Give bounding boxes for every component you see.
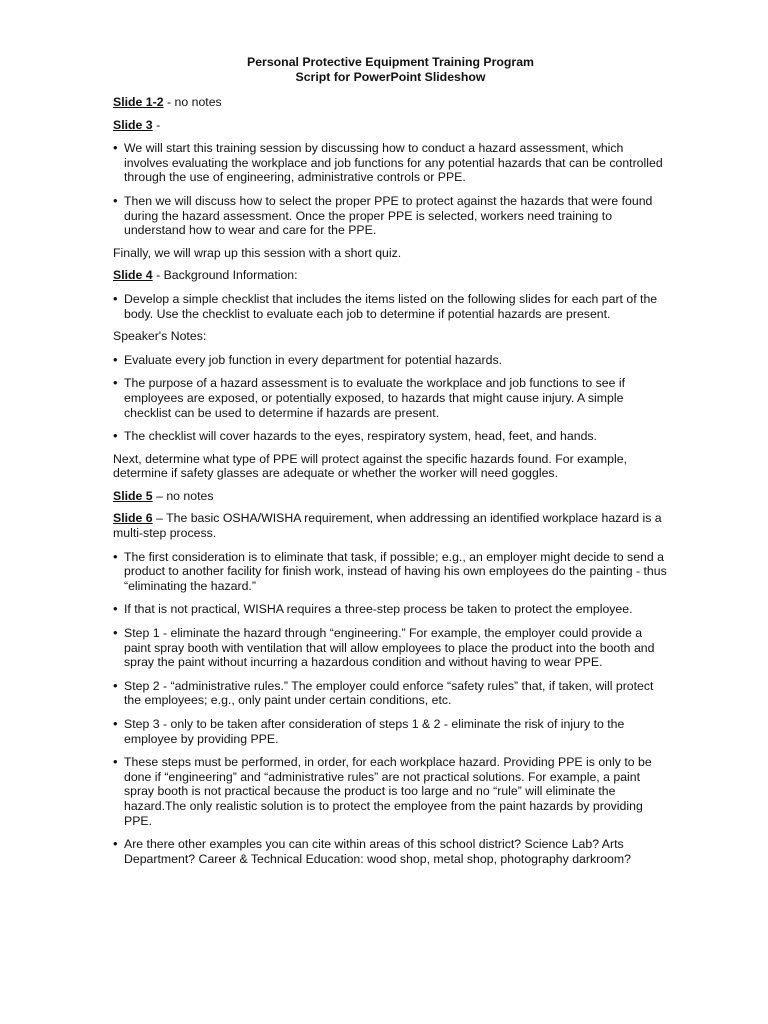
slide-heading xyxy=(113,268,668,283)
bullet-item: • Are there other examples you can cite within areas of this school district? Science Lab? Arts Department? Career & Technical Education: wood shop, metal shop, photography darkroom? xyxy=(113,837,668,866)
bullet-list xyxy=(113,353,668,444)
slide-heading-text: - no notes xyxy=(163,95,222,109)
slide-label: Slide 3 xyxy=(113,117,153,132)
bullet-item: • The checklist will cover hazards to the eyes, respiratory system, head, feet, and hands. xyxy=(113,429,668,444)
slide-heading xyxy=(113,118,668,133)
slide-heading-text: – The basic OSHA/WISHA requirement, when addressing an identified workplace hazard is a multi-step process. xyxy=(113,511,662,541)
document-body xyxy=(113,95,668,866)
slide-label: Slide 5 xyxy=(113,488,153,503)
slide-label: Slide 6 xyxy=(113,511,153,526)
slide-heading-text: - Background Information: xyxy=(152,268,298,283)
bullet-item: • The purpose of a hazard assessment is to evaluate the workplace and job functions to see if employees are exposed, or potentially exposed, to hazards that might cause injury. A simple checklist can be used to determine if hazards are present. xyxy=(113,376,668,420)
title-line-2: Script for PowerPoint Slideshow xyxy=(295,70,486,84)
slide-label: Slide 1-2 xyxy=(113,95,164,109)
bullet-list xyxy=(113,550,668,867)
bullet-item: • These steps must be performed, in order, for each workplace hazard. Providing PPE is only to be done if “engineering” and “administrative rules” are not practical solutions. For example, a paint spray booth is not practical because the product is too large and no “rule” will eliminate the hazard.The only realistic solution is to protect the employee from the paint hazards by providing PPE. xyxy=(113,755,668,828)
slide-heading xyxy=(113,511,668,540)
paragraph: Next, determine what type of PPE will protect against the specific hazards found. For example, determine if safety glasses are adequate or whether the worker will need goggles. xyxy=(113,451,627,481)
slide-heading xyxy=(113,489,668,504)
bullet-list xyxy=(113,292,668,321)
bullet-item: • If that is not practical, WISHA requires a three-step process be taken to protect the employee. xyxy=(113,602,668,617)
title-line-1: Personal Protective Equipment Training Program xyxy=(247,55,534,69)
bullet-list xyxy=(113,141,668,238)
bullet-item: • Then we will discuss how to select the proper PPE to protect against the hazards that were found during the hazard assessment. Once the proper PPE is selected, workers need training to understand how to wear and care for the PPE. xyxy=(113,194,668,238)
slide-heading-text: – no notes xyxy=(152,488,214,503)
slide-heading-text: - xyxy=(152,117,161,132)
bullet-item: • Step 2 - “administrative rules.” The employer could enforce “safety rules” that, if taken, will protect the employees; e.g., only paint under certain conditions, etc. xyxy=(113,679,668,708)
bullet-item: • Step 3 - only to be taken after consideration of steps 1 & 2 - eliminate the risk of injury to the employee by providing PPE. xyxy=(113,717,668,746)
bullet-item: • Step 1 - eliminate the hazard through “engineering.” For example, the employer could provide a paint spray booth with ventilation that will allow employees to place the product into the booth and spray the paint without incurring a hazardous condition and without having to wear PPE. xyxy=(113,626,668,670)
document-title xyxy=(113,55,668,85)
slide-heading xyxy=(113,95,668,110)
paragraph: Speaker's Notes: xyxy=(113,329,207,344)
bullet-item: • Develop a simple checklist that includes the items listed on the following slides for each part of the body. Use the checklist to evaluate each job to determine if potential hazards are present. xyxy=(113,292,668,321)
slide-label: Slide 4 xyxy=(113,268,153,283)
paragraph: Finally, we will wrap up this session with a short quiz. xyxy=(113,245,402,260)
bullet-item: • We will start this training session by discussing how to conduct a hazard assessment, which involves evaluating the workplace and job functions for any potential hazards that can be controlled through the use of engineering, administrative controls or PPE. xyxy=(113,141,668,185)
bullet-item: • Evaluate every job function in every department for potential hazards. xyxy=(113,353,668,368)
bullet-item: • The first consideration is to eliminate that task, if possible; e.g., an employer might decide to send a product to another facility for finish work, instead of having his own employees do the painting - thus “eliminating the hazard.” xyxy=(113,550,668,594)
